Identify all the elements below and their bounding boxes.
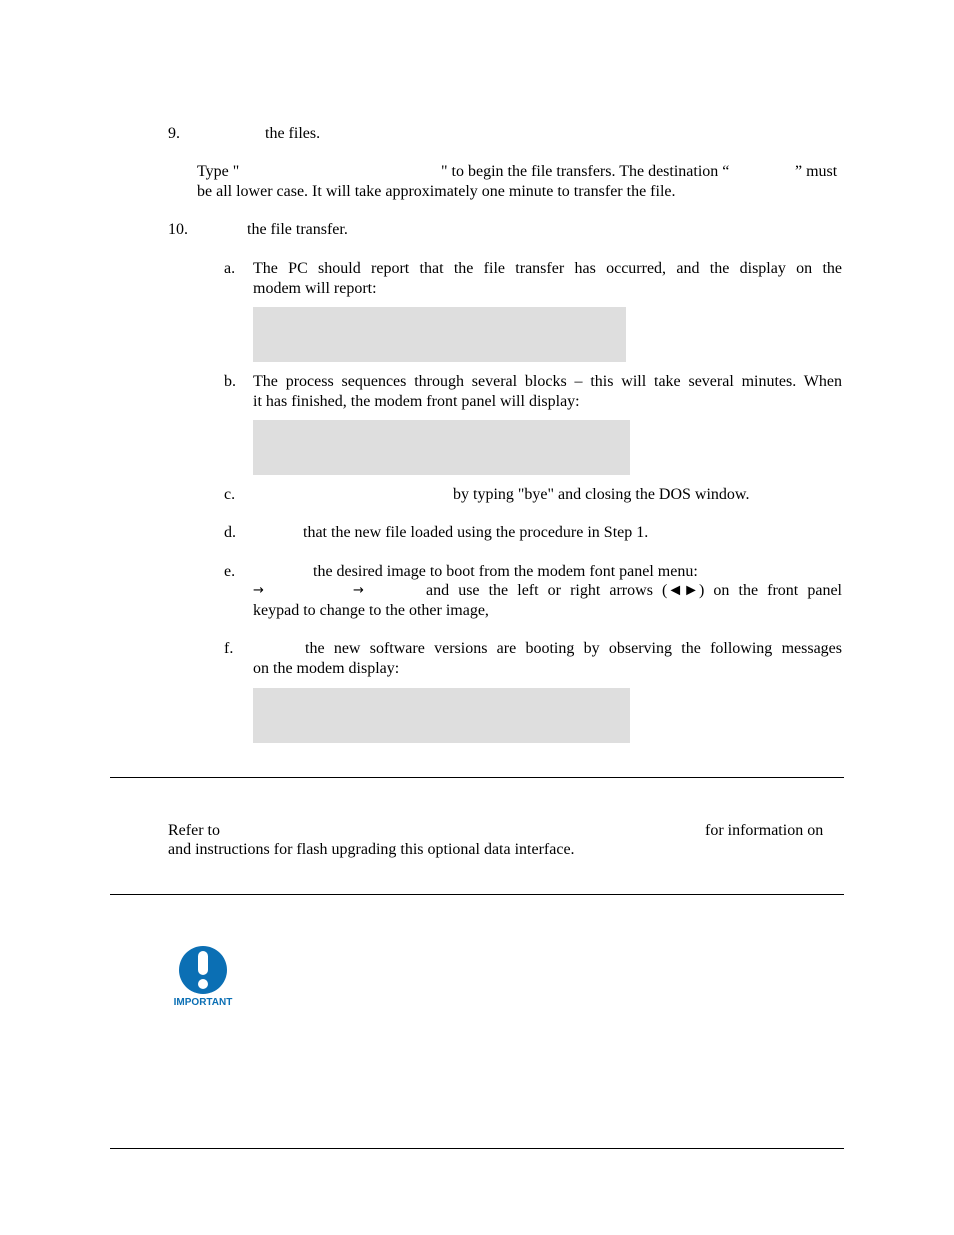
step-9-line-2: be all lower case. It will take approximately one minute to transfer the file.	[197, 183, 676, 200]
substep-d-text: that the new file loaded using the procedure in Step 1.	[303, 524, 649, 541]
footer-divider	[110, 1148, 844, 1149]
step-10-number: 10.	[168, 221, 188, 238]
substep-a-line-2: modem will report:	[253, 280, 377, 297]
substep-f-line-2: on the modem display:	[253, 660, 400, 677]
substep-e-line-2: and use the left or right arrows (◄►) on the front panel	[426, 582, 842, 599]
modem-display-box-b	[253, 420, 630, 475]
menu-arrow-icon: →	[353, 583, 364, 598]
substep-b-letter: b.	[224, 373, 236, 390]
important-exclamation-icon	[168, 944, 244, 1008]
substep-c-text: by typing "bye" and closing the DOS window.	[453, 486, 750, 503]
step-9-type-prefix: Type "	[197, 163, 240, 180]
substep-c-letter: c.	[224, 486, 236, 503]
substep-f-line-1: the new software versions are booting by observing the following messages	[305, 640, 842, 657]
refer-suffix: for information on	[705, 822, 824, 839]
substep-e-line-1: the desired image to boot from the modem font panel menu:	[313, 563, 698, 580]
step-10-heading: the file transfer.	[247, 221, 348, 238]
section-divider-top	[110, 777, 844, 778]
substep-f-letter: f.	[224, 640, 234, 657]
step-9-type-suffix: ” must	[795, 163, 838, 180]
substep-e-line-3: keypad to change to the other image,	[253, 602, 489, 619]
step-9-type-middle: " to begin the file transfers. The destination “	[441, 163, 730, 180]
step-9-number: 9.	[168, 125, 180, 142]
modem-display-box-a	[253, 307, 626, 362]
menu-arrow-icon: →	[253, 583, 264, 598]
substep-b-line-1: The process sequences through several blocks – this will take several minutes. When	[253, 373, 842, 390]
refer-line-2: and instructions for flash upgrading this optional data interface.	[168, 841, 575, 858]
substep-a-letter: a.	[224, 260, 236, 277]
substep-e-letter: e.	[224, 563, 236, 580]
substep-b-line-2: it has finished, the modem front panel will display:	[253, 393, 580, 410]
section-divider-bottom	[110, 894, 844, 895]
refer-prefix: Refer to	[168, 822, 220, 839]
substep-a-line-1: The PC should report that the file transfer has occurred, and the display on the	[253, 260, 842, 277]
step-9-heading: the files.	[265, 125, 321, 142]
modem-display-box-f	[253, 688, 630, 743]
important-label: IMPORTANT	[173, 997, 233, 1008]
substep-d-letter: d.	[224, 524, 236, 541]
